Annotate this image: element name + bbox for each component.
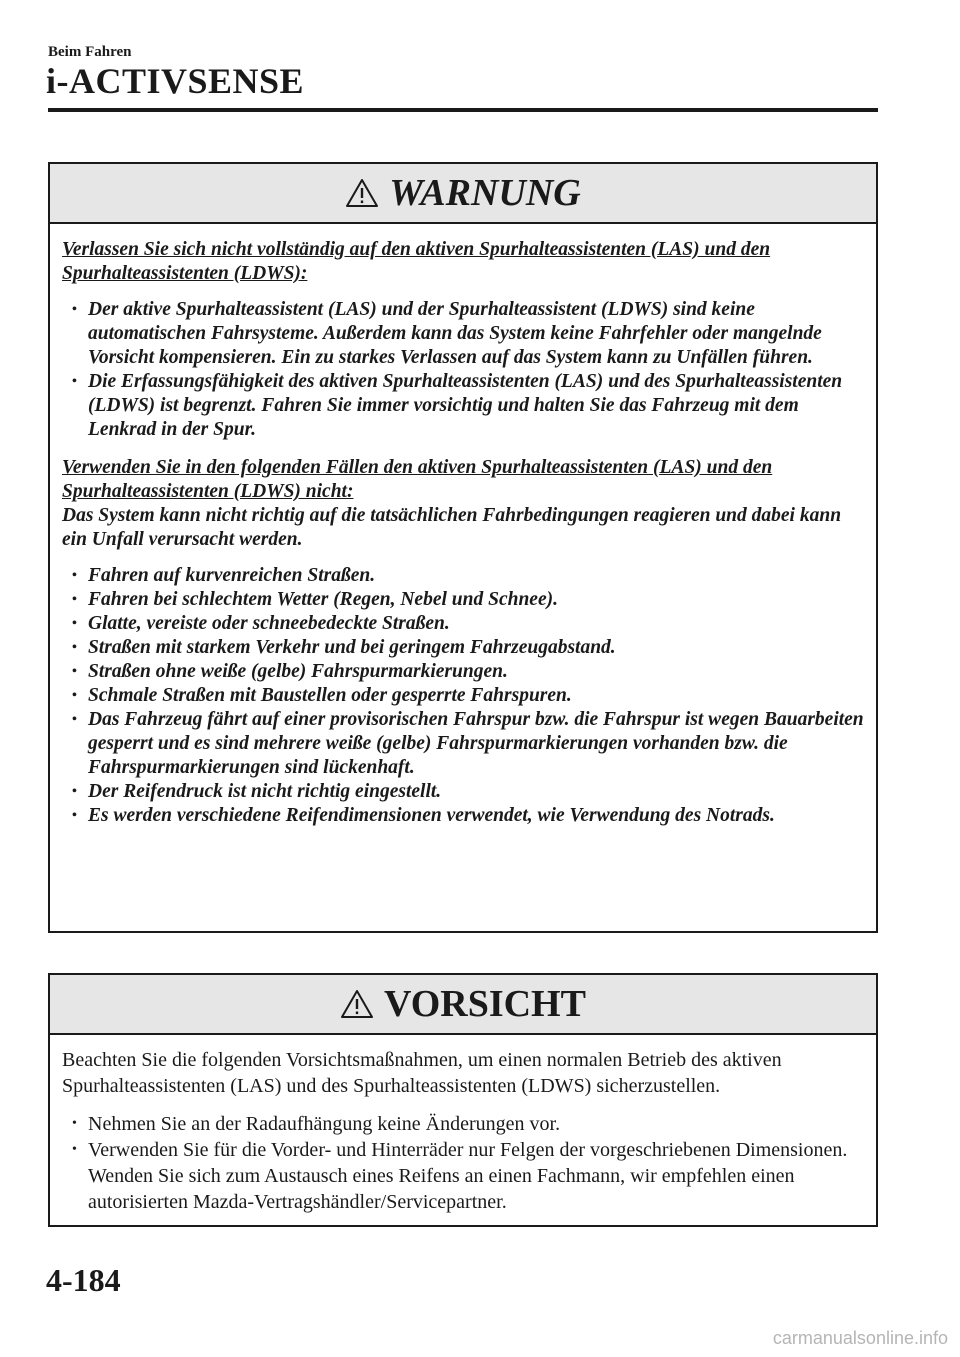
section-label: Beim Fahren [48, 44, 132, 60]
warning-header [50, 164, 876, 224]
warning-triangle-icon [340, 989, 374, 1019]
list-item: • Glatte, vereiste oder schneebedeckte Straßen. [62, 612, 864, 636]
caution-list [62, 1111, 864, 1215]
list-item: • Fahren auf kurvenreichen Straßen. [62, 564, 864, 588]
list-item: • Straßen ohne weiße (gelbe) Fahrspurmarkierungen. [62, 660, 864, 684]
list-item: • Das Fahrzeug fährt auf einer provisorischen Fahrspur bzw. die Fahrspur ist wegen Bauarbeiten gesperrt und es sind mehrere weiße (gelbe) Fahrspurmarkierungen vorhanden bzw. die Fahrspurmarkierungen sind lückenhaft. [62, 708, 864, 780]
list-item: • Verwenden Sie für die Vorder- und Hinterräder nur Felgen der vorgeschriebenen Dimensionen. Wenden Sie sich zum Austausch eines Reifens an einen Fachmann, wir empfehlen einen autorisierten Mazda-Vertragshändler/Servicepartner. [62, 1137, 864, 1215]
header-rule [48, 108, 878, 112]
warning-box [48, 162, 878, 933]
caution-body [50, 1035, 876, 1231]
warning-reliance-list [62, 298, 864, 442]
list-item: • Der Reifendruck ist nicht richtig eingestellt. [62, 780, 864, 804]
caution-box [48, 973, 878, 1227]
caution-intro: Beachten Sie die folgenden Vorsichtsmaßnahmen, um einen normalen Betrieb des aktiven Spurhalteassistenten (LAS) und des Spurhalteassistenten (LDWS) sicherzustellen. [62, 1049, 782, 1097]
watermark: carmanualsonline.info [772, 1328, 948, 1348]
chapter-title: i-ACTIVSENSE [46, 61, 305, 101]
page-number: 4-184 [46, 1262, 121, 1298]
warning-triangle-icon [345, 178, 379, 208]
list-item: • Fahren bei schlechtem Wetter (Regen, Nebel und Schnee). [62, 588, 864, 612]
warning-conditions-list [62, 564, 864, 828]
warning-intro: Das System kann nicht richtig auf die tatsächlichen Fahrbedingungen reagieren und dabei kann ein Unfall verursacht werden. [62, 505, 842, 550]
list-item: • Es werden verschiedene Reifendimensionen verwendet, wie Verwendung des Notrads. [62, 804, 864, 828]
warning-heading-do-not-use: Verwenden Sie in den folgenden Fällen den aktiven Spurhalteassistenten (LAS) und den Spurhalteassistenten (LDWS) nicht: [62, 457, 773, 502]
list-item: • Straßen mit starkem Verkehr und bei geringem Fahrzeugabstand. [62, 636, 864, 660]
list-item: • Schmale Straßen mit Baustellen oder gesperrte Fahrspuren. [62, 684, 864, 708]
warning-body [50, 224, 876, 844]
caution-title: VORSICHT [384, 983, 586, 1025]
list-item: • Die Erfassungsfähigkeit des aktiven Spurhalteassistenten (LAS) und des Spurhalteassistenten (LDWS) ist begrenzt. Fahren Sie immer vorsichtig und halten Sie das Fahrzeug mit dem Lenkrad in der Spur. [62, 370, 864, 442]
caution-header [50, 975, 876, 1035]
warning-heading-reliance: Verlassen Sie sich nicht vollständig auf den aktiven Spurhalteassistenten (LAS) und den Spurhalteassistenten (LDWS): [62, 239, 771, 284]
warning-title: WARNUNG [389, 172, 581, 214]
list-item: • Nehmen Sie an der Radaufhängung keine Änderungen vor. [62, 1111, 864, 1137]
list-item: • Der aktive Spurhalteassistent (LAS) und der Spurhalteassistent (LDWS) sind keine automatischen Fahrsysteme. Außerdem kann das System keine Fahrfehler oder mangelnde Vorsicht kompensieren. Ein zu starkes Verlassen auf das System kann zu Unfällen führen. [62, 298, 864, 370]
